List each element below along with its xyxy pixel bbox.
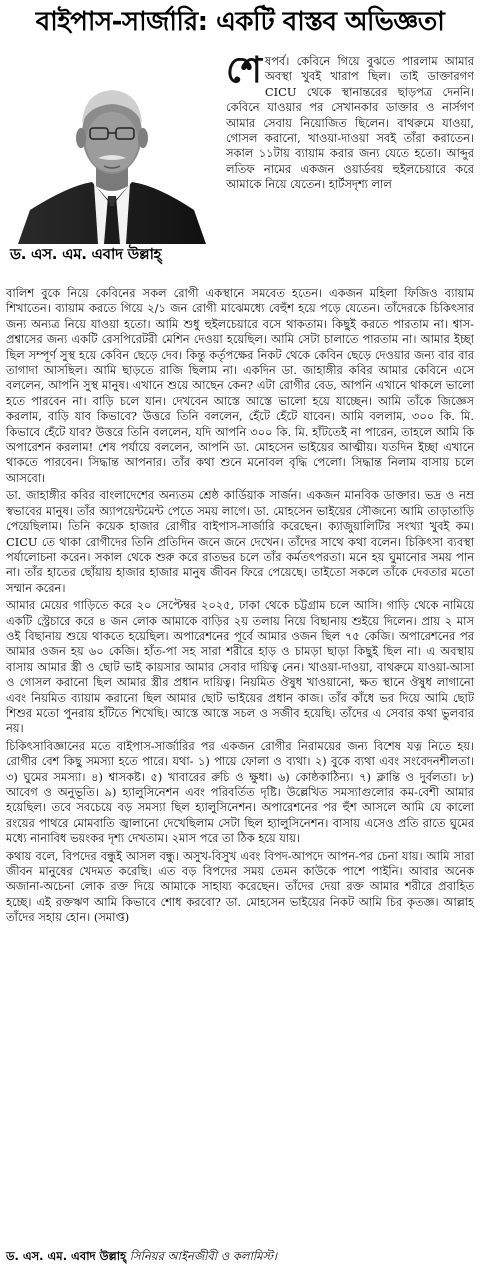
article-title: বাইপাস-সার্জারি: একটি বাস্তব অভিজ্ঞতা [35, 7, 445, 37]
author-photo [8, 64, 216, 244]
body-paragraph: কথায় বলে, বিপদের বন্ধুই আসল বন্ধু। অসুখ-বিসুখ এবং বিপদ-আপদে আপন-পর চেনা যায়। আমি সারা জীবন মানুষের খেদমত করেছি। এত বড় বিপদের সময় তেমন কাউকে পাশে পাইনি। আবার অনেক অজানা-অচেনা লোক রক্ত দিয়ে আমাকে সাহায্য করেছেন। তাঁদের দেয়া রক্ত আমার শরীরে প্রবাহিত হচ্ছে। এই রক্তঋণ আমি কিভাবে শোধ করবো? ডা. মোহসেন ভাইয়ের নিকট আমি চির কৃতজ্ঞ। আল্লাহ তাঁদের সহায় হোন। (সমাপ্ত) [6, 848, 474, 925]
author-portrait-image [8, 64, 216, 244]
body-paragraph: বালিশ বুকে নিয়ে কেবিনের সকল রোগী একস্থানে সমবেত হতেন। একজন মহিলা ফিজিও ব্যায়াম শিখাতেন। ব্যায়াম করতে গিয়ে ২/১ জন রোগী মাঝেমধ্যে বেহুঁশ হয়ে পড়ে যেতেন। তাঁদেরকে চিকিৎসার জন্য অন্যত্র নিয়ে যাওয়া হতো। আমি শুধু হুইলচেয়ারে বসে থাকতাম। কিছুই করতে পারতাম না। শ্বাস-প্রশ্বাসের জন্য একটি রেসপিরেটরী মেশিন দেওয়া হয়েছিল। আমি সেটা চালাতে পারতাম না। আমার ইচ্ছা ছিল সম্পূর্ণ সুস্থ হয়ে কেবিন ছেড়ে দেব। কিন্তু কর্তৃপক্ষের নিকট থেকে কেবিন ছেড়ে দেওয়ার জন্য বার বার তাগাদা আসছিল। আমি ছাড়তে রাজি ছিলাম না। একদিন ডা. জাহাঙ্গীর কবির আমার কেবিনে এসে বললেন, আপনি সুস্থ মানুষ। এখানে শুয়ে আছেন কেন? এটা রোগীর বেড, আপনি এখানে থাকলে ভালো হতে পারবেন না। বাড়ি চলে যান। দেখবেন আস্তে আস্তে ভালো হয়ে যাচ্ছেন। আমি তাঁকে জিজ্ঞেস করলাম, বাড়ি যাব কিভাবে? উত্তরে তিনি বললেন, হেঁটে হেঁটে যাবেন। আমি বললাম, ৩০০ কি. মি. কিভাবে হেঁটে যাব? উত্তরে তিনি বললেন, যদি আপনি ৩০০ কি. মি. হাঁটতেই না পারেন, তাহলে আমি কি অপারেশন করলাম! শেষ পর্যায়ে বললেন, আপনি ডা. মোহসেন ভাইয়ের আত্মীয়। যতদিন ইচ্ছা এখানে থাকতে পারবেন। সিদ্ধান্ত আপনার। তাঁর কথা শুনে মনোবল বৃদ্ধি পেলো। সিদ্ধান্ত নিলাম বাসায় চলে আসবো। [6, 286, 474, 485]
body-paragraph: ডা. জাহাঙ্গীর কবির বাংলাদেশের অন্যতম শ্রেষ্ঠ কার্ডিয়াক সার্জন। একজন মানবিক ডাক্তার। ভদ্র ও নম্র স্বভাবের মানুষ। তাঁর অ্যাপয়েন্টমেন্ট পেতে সময় লাগে। ডা. মোহসেন ভাইয়ের সৌজন্যে আমি তাড়াতাড়ি পেয়েছিলাম। তিনি কয়েক হাজার রোগীর বাইপাস-সার্জারি করেছেন। ক্যাজুয়ালিটির সংখ্যা খুবই কম। CICU তে থাকা রোগীদের তিনি প্রতিদিন জনে জনে দেখেন। তাঁদের সাথে কথা বলেন। চিকিৎসা ব্যবস্থা পর্যালোচনা করেন। সকাল থেকে শুরু করে রাতভর চলে তাঁর কর্মতৎপরতা। মনে হয় ঘুমানোর সময় পান না। তাঁর হাতের ছোঁয়ায় হাজার হাজার মানুষ জীবন ফিরে পেয়েছে। তাইতো সকলে তাঁকে দেবতার মতো সম্মান করেন। [6, 488, 474, 595]
author-caption: ড. এস. এম. এবাদ উল্লাহ্ [10, 245, 162, 263]
intro-text: ষপর্ব। কেবিনে গিয়ে বুঝতে পারলাম আমার অবস্থা খুবই খারাপ ছিল। তাই ডাক্তারগণ CICU থেকে স্থানান্তরের ছাড়পত্র দেননি। কেবিনে যাওয়ার পর সেখানকার ডাক্তার ও নার্সগণ আমার সেবায় নিয়োজিত ছিলেন। বাথরুমে যাওয়া, গোসল করানো, খাওয়া-দাওয়া সবই তাঁরা করাতেন। সকাল ১১টায় ব্যায়াম করার জন্য যেতে হতো। আব্দুর লতিফ নামের একজন ওয়ার্ডবয় হুইলচেয়ারে করে আমাকে নিয়ে যেতেন। হার্টসদৃশ্য লাল [226, 54, 474, 192]
drop-cap: শে [226, 54, 262, 91]
footer-author-role: সিনিয়র আইনজীবী ও কলামিস্ট। [129, 1249, 278, 1263]
body-paragraph: আমার মেয়ের গাড়িতে করে ২০ সেপ্টেম্বর ২০২৫, ঢাকা থেকে চট্টগ্রাম চলে আসি। গাড়ি থেকে নামিয়ে একটি স্ট্রেচারে করে ৪ জন লোক আমাকে বাড়ির ২য় তলায় নিয়ে বিছানায় শুইয়ে দিলেন। প্রায় ২ মাস ওই বিছানায় শুয়ে থাকতে হয়েছিল। অপারেশনের পূর্বে আমার ওজন ছিল ৭৫ কেজি। অপারেশনের পর আমার ওজন হয় ৬০ কেজি। হাঁত-পা সহ সারা শরীরে হাড় ও চামড়া ছাড়া কিছুই ছিল না। এ অবস্থায় বাসায় আমার স্ত্রী ও ছোট ভাই কায়সার আমার সেবার দায়িত্ব নেন। খাওয়া-দাওয়া, বাথরুমে যাওয়া-আসা ও গোসল করানো ছিল আমার স্ত্রীর প্রধান দায়িত্ব। নিয়মিত ঔষুধ খাওয়ানো, ক্ষত স্থানে ঔষুধ লাগানো এবং নিয়মিত ব্যায়াম করানো ছিল আমার ছোট ভাইয়ের প্রধান কাজ। তাঁর কাঁধে ভর দিয়ে আমি ছোট শিশুর মতো পুনরায় হাঁটতে শিখেছি। আস্তে আস্তে সচল ও সজীব হয়েছি। তাঁদের এ সেবার কথা ভুলবার নয়। [6, 598, 474, 736]
article-intro [226, 54, 474, 284]
author-footer [6, 1248, 474, 1267]
article-body [6, 286, 474, 926]
footer-author-name: ড. এস. এম. এবাদ উল্লাহ্ [6, 1249, 127, 1263]
body-paragraph: চিকিৎসাবিজ্ঞানের মতে বাইপাস-সার্জারির পর একজন রোগীর নিরাময়ের জন্য বিশেষ যত্ন নিতে হয়। রোগীর বেশ কিছু সমস্যা হতে পারে। যথা- ১) পায়ে ফোলা ও ব্যথা। ২) বুকে ব্যথা এবং সংবেদনশীলতা। ৩) ঘুমের সমস্যা। ৪) শ্বাসকষ্ট। ৫) খাবারের রুচি ও ক্ষুধা। ৬) কোষ্ঠকাঠিন্য। ৭) ক্লান্তি ও দুর্বলতা। ৮) আবেগ ও অনুভূতি। ৯) হ্যালুসিনেশন এবং পরিবর্তিত দৃষ্টি। উল্লেখিত সমস্যাগুলোর কম-বেশী আমার হয়েছিল। তবে সবচেয়ে বড় সমস্যা ছিল হ্যালুসিনেশন। অপারেশনের পর হুঁশ আসলে আমি যে কালো রংয়ের পাথরে মোমবাতি জ্বালানো দেখেছিলাম সেটা ছিল হ্যালুসিনেশন। বাসায় এসেও প্রতি রাতে ঘুমের মধ্যে নানাবিধ ভয়ংকর দৃশ্য দেখতাম। ২মাস পরে তা ঠিক হয়ে যায়। [6, 738, 474, 846]
